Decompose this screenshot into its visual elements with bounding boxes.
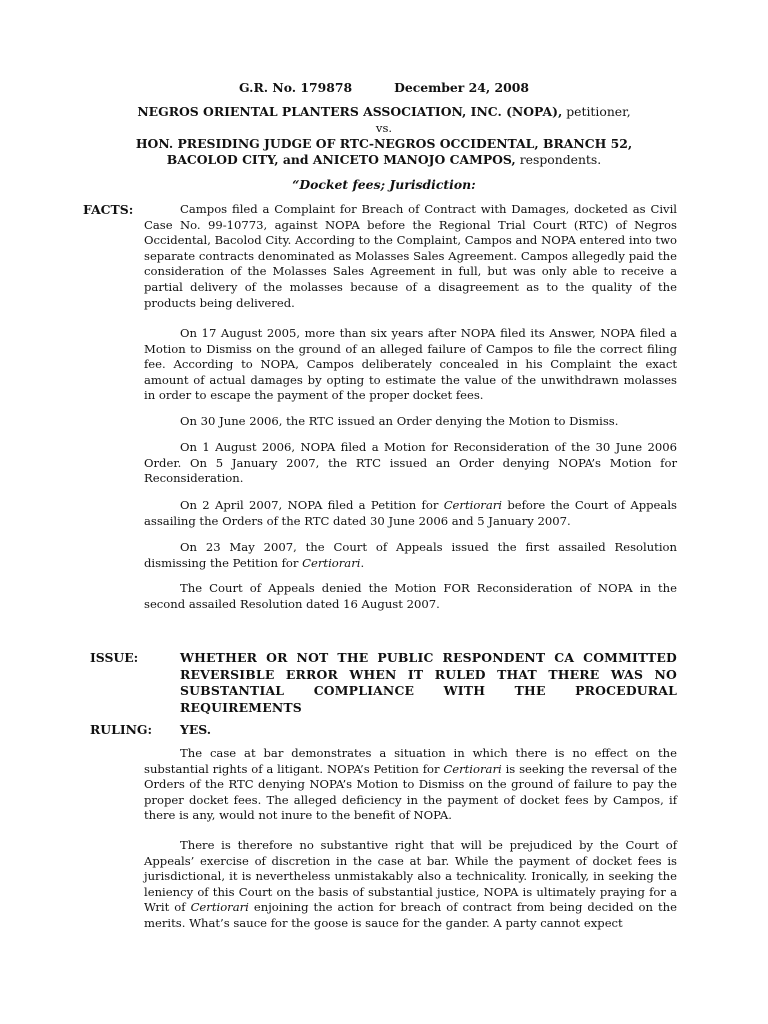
facts-paragraph-5 [144, 498, 677, 529]
ruling-answer: YES. [180, 722, 212, 737]
respondent-names: BACOLOD CITY, and ANICETO MANOJO CAMPOS, [166, 152, 516, 167]
facts-paragraph-3: On 30 June 2006, the RTC issued an Order denying the Motion to Dismiss. [180, 414, 619, 428]
issue-text: WHETHER OR NOT THE PUBLIC RESPONDENT CA COMMITTED REVERSIBLE ERROR WHEN IT RULED THAT THERE WAS NO SUBSTANTIAL COMPLIANCE WITH THE PROCEDURAL REQUIREMENTS [180, 650, 677, 715]
case-header-line [0, 80, 768, 96]
facts-p6-italic: Certiorari [302, 555, 361, 570]
ruling-p1-text-a: The case at bar demonstrates a situation in which there is no effect on the substantial rights of a litigant. NOPA’s Petition for [144, 746, 677, 776]
ruling-p2-text-a: There is therefore no substantive right that will be prejudiced by the Court of Appeals’ exercise of discretion in the case at bar. While the payment of docket fees is jurisdictional, it is nevertheless unmistakably also a technicality. Ironically, in seeking the leniency of this Court on the basis of substantial justice, NOPA is ultimately praying for a Writ of [144, 838, 677, 915]
versus-line: vs. [375, 121, 393, 135]
topic-line: “Docket fees; Jurisdiction: [292, 177, 476, 192]
facts-p6-text-a: On 23 May 2007, the Court of Appeals issued the first assailed Resolution dismissing the Petition for [144, 540, 677, 570]
petitioner-role: petitioner, [566, 104, 631, 119]
facts-p5-italic: Certiorari [443, 498, 503, 512]
ruling-p1-italic: Certiorari [443, 761, 502, 776]
ruling-paragraph-1 [144, 746, 677, 824]
ruling-p1-text-b: is seeking the reversal of the Orders of the RTC denying NOPA’s Motion to Dismiss on the ground of failure to pay the proper docket fees. The alleged deficiency in the payment of docket fees by Campos, if there is any, would not inure to the benefit of NOPA. [144, 761, 677, 823]
facts-label: FACTS: [83, 202, 134, 217]
facts-paragraph-2: On 17 August 2005, more than six years after NOPA filed its Answer, NOPA filed a Motion to Dismiss on the ground of an alleged failure of Campos to file the correct filing fee. According to NOPA, Campos deliberately concealed in his Complaint the exact amount of actual damages by opting to estimate the value of the unwithdrawn molasses in order to escape the payment of the proper docket fees. [144, 326, 677, 403]
decision-date: December 24, 2008 [394, 80, 530, 95]
petitioner-line [0, 104, 768, 120]
facts-paragraph-1: Campos filed a Complaint for Breach of Contract with Damages, docketed as Civil Case No. 99-10773, against NOPA before the Regional Trial Court (RTC) of Negros Occidental, Bacolod City. According to the Complaint, Campos and NOPA entered into two separate contracts denominated as Molasses Sales Agreement. Campos allegedly paid the consideration of the Molasses Sales Agreement in full, but was only able to receive a partial delivery of the molasses because of a disagreement as to the quality of the products being delivered. [144, 202, 677, 310]
facts-paragraph-7: The Court of Appeals denied the Motion FOR Reconsideration of NOPA in the second assailed Resolution dated 16 August 2007. [144, 581, 677, 611]
ruling-paragraph-2 [144, 838, 677, 932]
ruling-label: RULING: [90, 722, 153, 737]
ruling-p2-italic: Certiorari [190, 900, 249, 915]
respondent-line-1: HON. PRESIDING JUDGE OF RTC-NEGROS OCCIDENTAL, BRANCH 52, [135, 136, 633, 151]
facts-p6-text-b: . [360, 555, 365, 570]
case-number: G.R. No. 179878 [238, 80, 353, 95]
respondent-role: respondents. [519, 152, 602, 167]
facts-paragraph-4: On 1 August 2006, NOPA filed a Motion for Reconsideration of the 30 June 2006 Order. On 5 January 2007, the RTC issued an Order denying NOPA’s Motion for Reconsideration. [144, 440, 677, 486]
respondent-line-2 [0, 152, 768, 168]
ruling-p2-text-b: enjoining the action for breach of contract from being decided on the merits. What’s sauce for the goose is sauce for the gander. A party cannot expect [144, 900, 677, 930]
facts-paragraph-6 [144, 540, 677, 571]
petitioner-name: NEGROS ORIENTAL PLANTERS ASSOCIATION, INC. (NOPA), [137, 104, 563, 119]
issue-label: ISSUE: [90, 650, 139, 665]
facts-p5-text-a: On 2 April 2007, NOPA filed a Petition for [180, 498, 444, 512]
facts-p5-text-b: before the Court of Appeals assailing the Orders of the RTC dated 30 June 2006 and 5 January 2007. [144, 498, 677, 528]
